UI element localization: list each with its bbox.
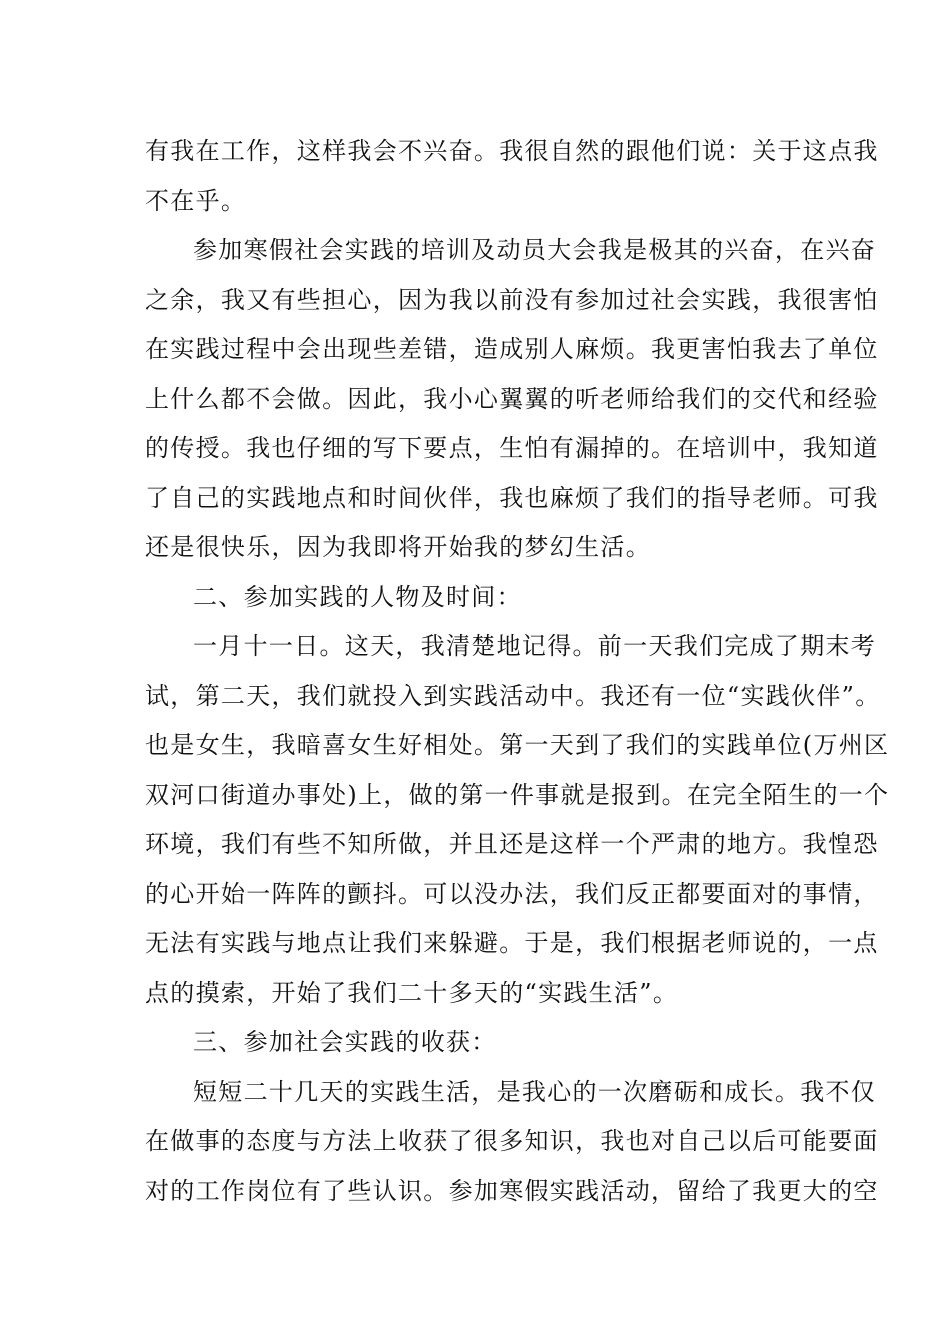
text-line: 的心开始一阵阵的颤抖。可以没办法，我们反正都要面对的事情， [145, 879, 879, 908]
paragraph-start-line: 参加寒假社会实践的培训及动员大会我是极其的兴奋，在兴奋 [193, 236, 877, 264]
text-line: 之余，我又有些担心，因为我以前没有参加过社会实践，我很害怕 [145, 285, 879, 314]
section-heading: 二、参加实践的人物及时间： [193, 582, 522, 611]
text-line: 还是很快乐，因为我即将开始我的梦幻生活。 [145, 533, 651, 561]
paragraph-start-line: 一月十一日。这天，我清楚地记得。前一天我们完成了期末考 [193, 632, 877, 660]
section-heading: 三、参加社会实践的收获： [193, 1028, 497, 1056]
text-line: 不在乎。 [145, 186, 247, 215]
text-line: 了自己的实践地点和时间伙伴，我也麻烦了我们的指导老师。可我 [145, 483, 879, 512]
text-line: 在实践过程中会出现些差错，造成别人麻烦。我更害怕我去了单位 [145, 335, 879, 363]
text-line: 双河口街道办事处)上，做的第一件事就是报到。在完全陌生的一个 [145, 780, 890, 809]
text-line: 的传授。我也仔细的写下要点，生怕有漏掉的。在培训中，我知道 [145, 434, 879, 462]
text-line: 对的工作岗位有了些认识。参加寒假实践活动，留给了我更大的空 [145, 1176, 879, 1205]
document-body [145, 127, 890, 1216]
text-line: 试，第二天，我们就投入到实践活动中。我还有一位“实践伙伴”。 [145, 681, 881, 710]
text-line: 环境，我们有些不知所做，并且还是这样一个严肃的地方。我惶恐 [145, 830, 879, 858]
text-line: 在做事的态度与方法上收获了很多知识，我也对自己以后可能要面 [145, 1127, 879, 1155]
paragraph-start-line: 短短二十几天的实践生活，是我心的一次磨砺和成长。我不仅 [193, 1077, 877, 1106]
text-line: 点的摸索，开始了我们二十多天的“实践生活”。 [145, 978, 679, 1007]
text-line: 无法有实践与地点让我们来躲避。于是，我们根据老师说的，一点 [145, 929, 879, 957]
text-line: 也是女生，我暗喜女生好相处。第一天到了我们的实践单位(万州区 [145, 731, 890, 759]
text-line: 上什么都不会做。因此，我小心翼翼的听老师给我们的交代和经验 [145, 384, 879, 413]
text-line: 有我在工作，这样我会不兴奋。我很自然的跟他们说：关于这点我 [145, 137, 879, 165]
